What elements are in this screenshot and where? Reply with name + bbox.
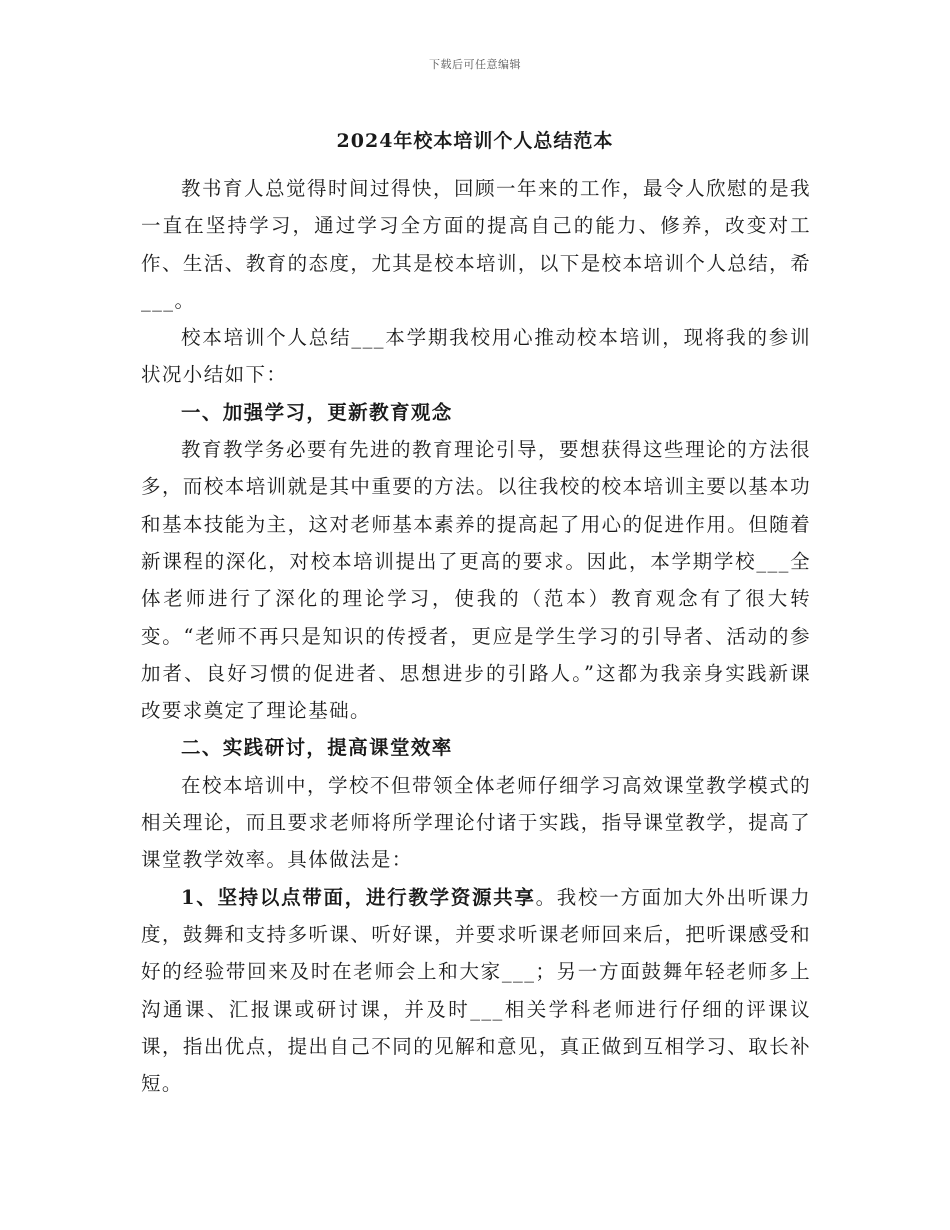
item-1-body: 。我校一方面加大外出听课力度，鼓舞和支持多听课、听好课，并要求听课老师回来后，把听课感受和好的经验带回来及时在老师会上和大家___；另一方面鼓舞年轻老师多上沟通课、汇报课或研讨课，并及时___相关学科老师进行仔细的评课议课，指出优点，提出自己不同的见解和意见，真正做到互相学习、取长补短。 xyxy=(141,885,811,1096)
document-body xyxy=(141,170,811,1102)
paragraph-intro: 教书育人总觉得时间过得快，回顾一年来的工作，最令人欣慰的是我一直在坚持学习，通过学习全方面的提高自己的能力、修养，改变对工作、生活、教育的态度，尤其是校本培训，以下是校本培训个人总结，希___。 xyxy=(141,177,811,312)
paragraph-section-2: 在校本培训中，学校不但带领全体老师仔细学习高效课堂教学模式的相关理论，而且要求老师将所学理论付诸于实践，指导课堂教学，提高了课堂教学效率。具体做法是： xyxy=(141,773,811,872)
item-1-heading: 1、坚持以点带面，进行教学资源共享 xyxy=(180,885,536,909)
header-note: 下载后可任意编辑 xyxy=(429,58,521,71)
paragraph-summary-intro: 校本培训个人总结___本学期我校用心推动校本培训，现将我的参训状况小结如下： xyxy=(141,326,811,387)
section-heading-1: 一、加强学习，更新教育观念 xyxy=(180,400,453,424)
paragraph-item-1 xyxy=(141,879,811,1103)
document-title: 2024年校本培训个人总结范本 xyxy=(336,130,614,152)
section-heading-2: 二、实践研讨，提高课堂效率 xyxy=(180,736,453,760)
paragraph-section-1: 教育教学务必要有先进的教育理论引导，要想获得这些理论的方法很多，而校本培训就是其中重要的方法。以往我校的校本培训主要以基本功和基本技能为主，这对老师基本素养的提高起了用心的促进作用。但随着新课程的深化，对校本培训提出了更高的要求。因此，本学期学校___全体老师进行了深化的理论学习，使我的（范本）教育观念有了很大转变。“老师不再只是知识的传授者，更应是学生学习的引导者、活动的参加者、良好习惯的促进者、思想进步的引路人。”这都为我亲身实践新课改要求奠定了理论基础。 xyxy=(141,438,811,723)
